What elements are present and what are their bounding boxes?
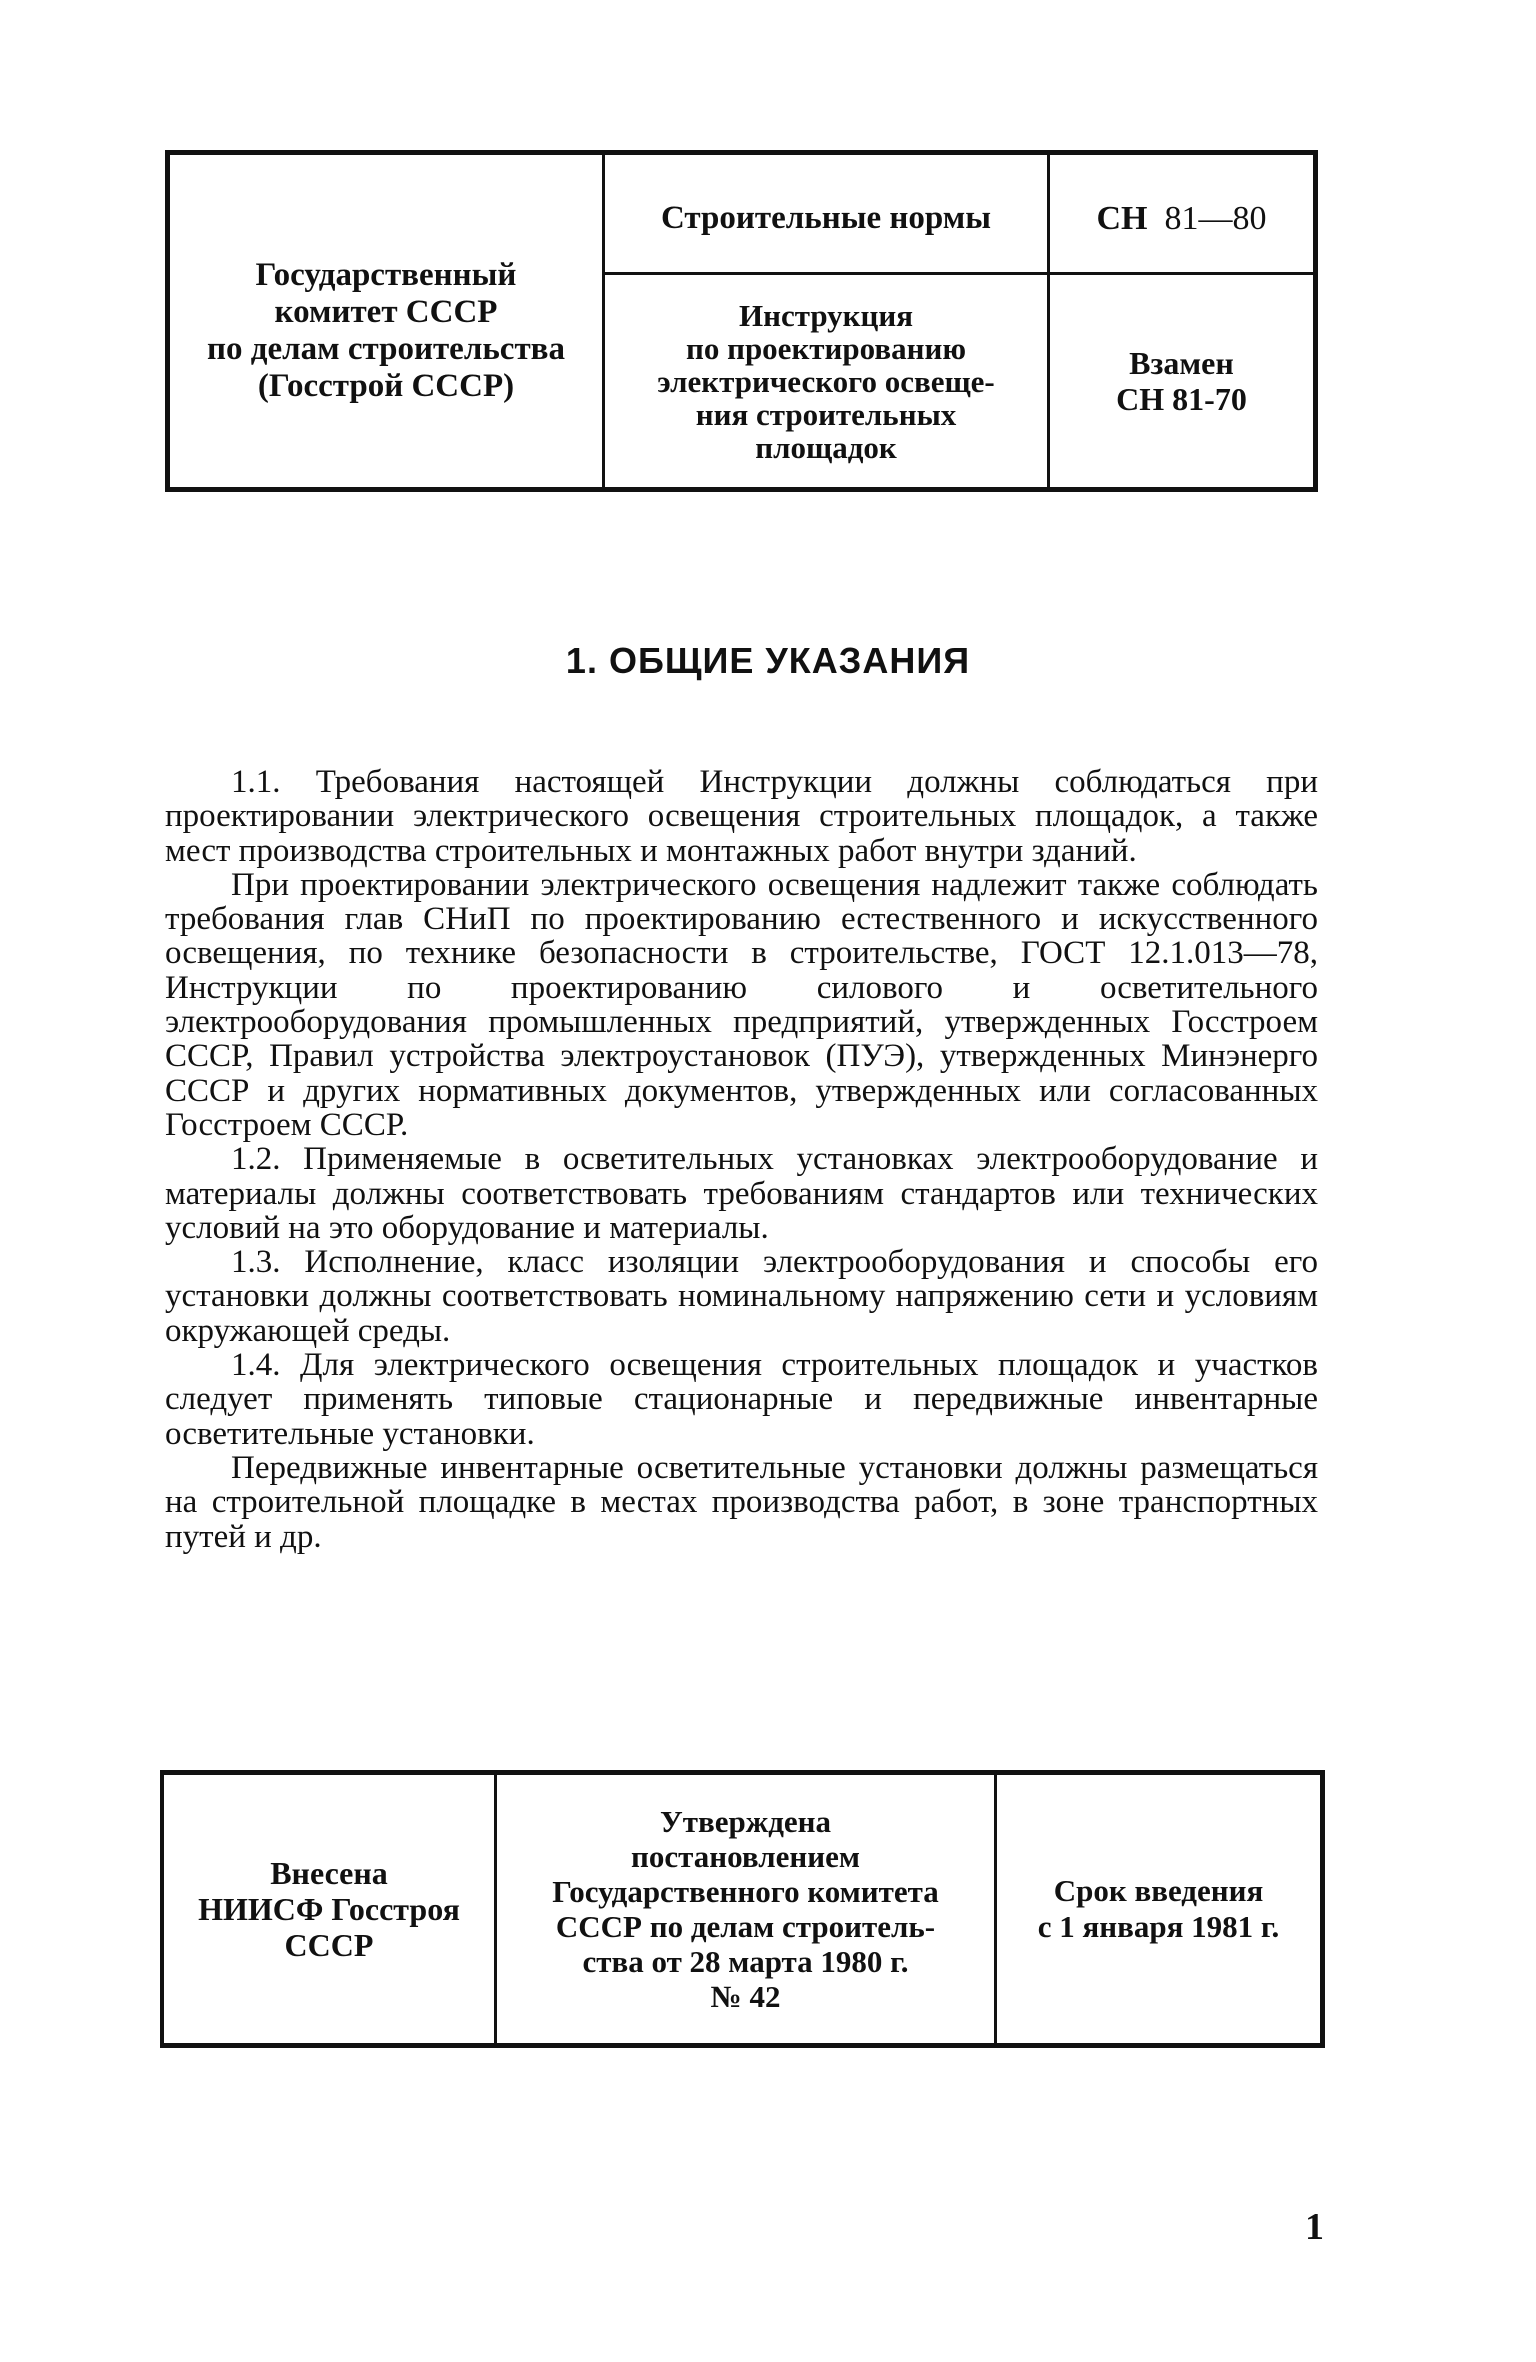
paragraph: 1.2. Применяемые в осветительных установках электрооборудование и материалы должны соответствовать требованиям стандартов или технических условий на это оборудование и материалы. bbox=[165, 1141, 1318, 1246]
introduced-line: Внесена bbox=[270, 1855, 388, 1891]
instruction-line: электрического освеще- bbox=[657, 363, 995, 399]
norms-title-cell bbox=[605, 155, 1047, 272]
approved-line: ства от 28 марта 1980 г. bbox=[582, 1944, 909, 1979]
instruction-line: площадок bbox=[755, 429, 897, 465]
instruction-line: Инструкция bbox=[738, 297, 914, 333]
code-number: 81—80 bbox=[1164, 199, 1267, 237]
section-title: 1. ОБЩИЕ УКАЗАНИЯ bbox=[565, 640, 971, 681]
paragraph: При проектировании электрического освещения надлежит также соблюдать требования глав СНиП по проектированию естественного и искусственного освещения, по технике безопасности в строительстве, ГОСТ 12.1.013—78, Инструкции по проектированию силового и осветительного электрооборудования промышленных предприятий, утвержденных Госстроем СССР, Правил устройства электроустановок (ПУЭ), утвержденных Минэнерго СССР и других нормативных документов, утвержденных или согласованных Госстроем СССР. bbox=[165, 866, 1318, 1143]
code-prefix: СН bbox=[1096, 199, 1148, 237]
instruction-line: ния строительных bbox=[695, 396, 957, 432]
approved-line: СССР по делам строитель- bbox=[555, 1909, 936, 1944]
approved-line: Государственного комитета bbox=[552, 1874, 939, 1909]
effective-line: Срок введения bbox=[1053, 1873, 1264, 1908]
norms-title: Строительные нормы bbox=[661, 200, 991, 236]
effective-line: с 1 января 1981 г. bbox=[1037, 1909, 1280, 1944]
introduced-line: СССР bbox=[284, 1927, 374, 1963]
header-table bbox=[165, 150, 1318, 492]
replaces-line: СН 81-70 bbox=[1116, 381, 1247, 417]
paragraph: 1.3. Исполнение, класс изоляции электрооборудования и способы его установки должны соответствовать номинальному напряжению сети и условиям окружающей среды. bbox=[165, 1244, 1318, 1349]
paragraph: Передвижные инвентарные осветительные установки должны размещаться на строительной площадке в местах производства работ, в зоне транспортных путей и др. bbox=[165, 1449, 1318, 1555]
footer-table bbox=[160, 1770, 1325, 2048]
instruction-line: по проектированию bbox=[685, 330, 967, 366]
introduced-line: НИИСФ Госстроя bbox=[198, 1891, 460, 1927]
approved-line: № 42 bbox=[710, 1979, 781, 2014]
committee-line: (Госстрой СССР) bbox=[257, 368, 515, 404]
paragraph: 1.1. Требования настоящей Инструкции должны соблюдаться при проектировании электрического освещения строительных площадок, а также мест производства строительных и монтажных работ внутри зданий. bbox=[165, 764, 1318, 869]
document-code-cell bbox=[1050, 155, 1313, 272]
effective-date-cell bbox=[997, 1775, 1320, 2043]
replaces-cell bbox=[1050, 275, 1313, 487]
approved-line: постановлением bbox=[631, 1839, 860, 1874]
introduced-by-cell bbox=[164, 1775, 494, 2043]
paragraph: 1.4. Для электрического освещения строительных площадок и участков следует применять типовые стационарные и передвижные инвентарные осветительные установки. bbox=[165, 1347, 1318, 1452]
replaces-line: Взамен bbox=[1129, 345, 1234, 381]
committee-line: по делам строительства bbox=[207, 331, 565, 367]
committee-line: Государственный bbox=[255, 257, 517, 293]
page-number: 1 bbox=[1305, 2206, 1324, 2248]
body-text bbox=[165, 765, 1318, 1554]
approved-line: Утверждена bbox=[660, 1804, 831, 1839]
committee-cell bbox=[170, 155, 602, 487]
committee-line: комитет СССР bbox=[274, 294, 498, 330]
instruction-title-cell bbox=[605, 275, 1047, 487]
approved-by-cell bbox=[497, 1775, 994, 2043]
